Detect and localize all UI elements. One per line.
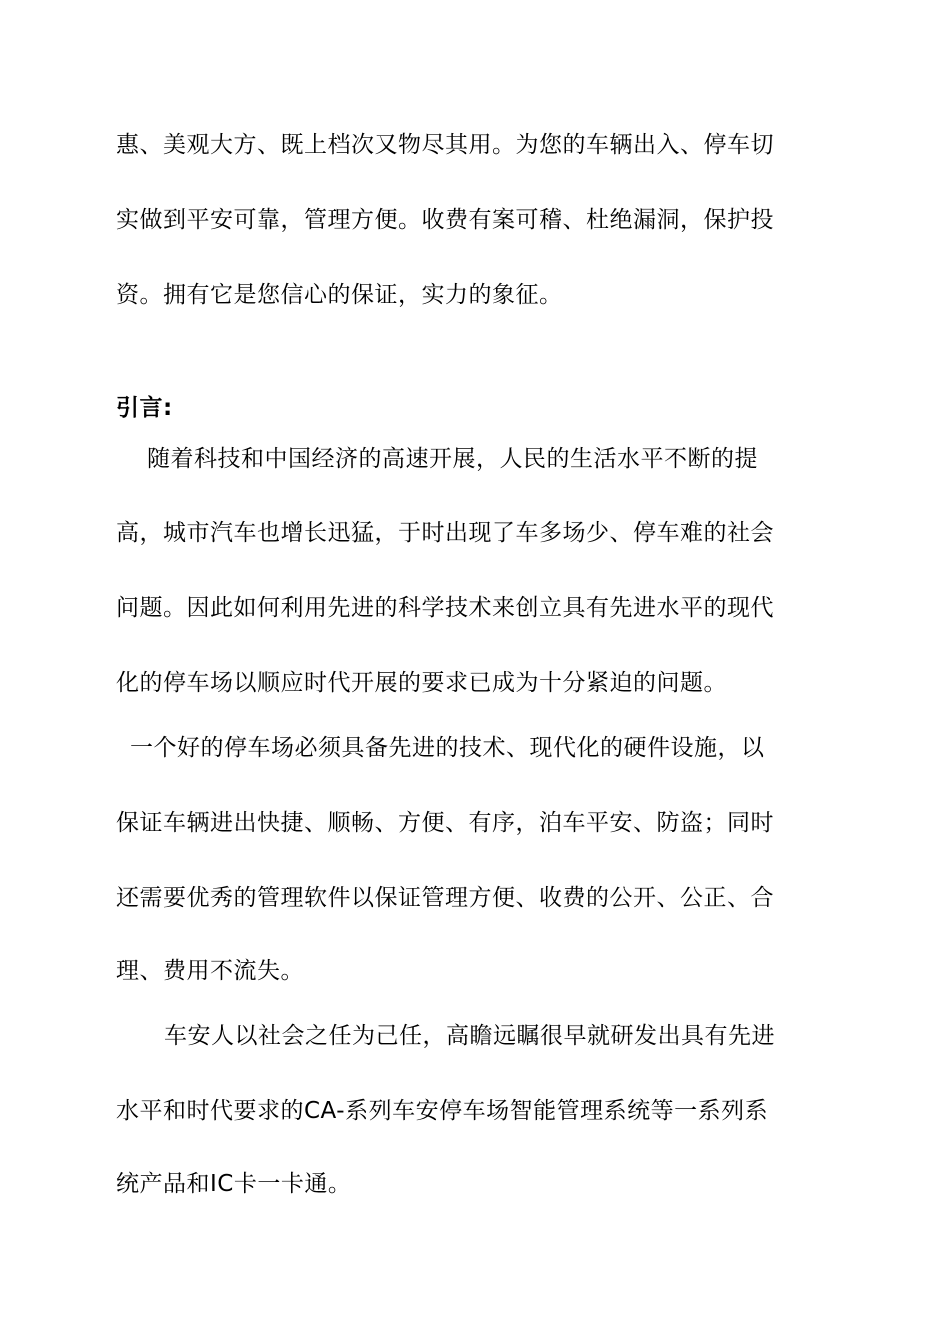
paragraph1-line-3: 问题。因此如何利用先进的科学技术来创立具有先进水平的现代 xyxy=(116,595,774,621)
intro-line-1: 惠、美观大方、既上档次又物尽其用。为您的车辆出入、停车切 xyxy=(116,132,774,158)
paragraph1-line-2: 高，城市汽车也增长迅猛，于时出现了车多场少、停车难的社会 xyxy=(116,520,774,546)
paragraph1-line-4: 化的停车场以顺应时代开展的要求已成为十分紧迫的问题。 xyxy=(116,670,727,696)
paragraph2-line-4: 理、费用不流失。 xyxy=(116,958,304,984)
section-heading: 引言: xyxy=(116,395,173,421)
paragraph1-line-1: 随着科技和中国经济的高速开展，人民的生活水平不断的提 xyxy=(147,446,758,472)
intro-line-2: 实做到平安可靠，管理方便。收费有案可稽、杜绝漏洞，保护投 xyxy=(116,207,774,233)
paragraph3-line-2: 水平和时代要求的CA-系列车安停车场智能管理系统等一系列系 xyxy=(116,1098,769,1124)
paragraph3-line-1: 车安人以社会之任为己任，高瞻远瞩很早就研发出具有先进 xyxy=(164,1023,775,1049)
paragraph2-line-2: 保证车辆进出快捷、顺畅、方便、有序，泊车平安、防盗；同时 xyxy=(116,810,774,836)
paragraph2-line-3: 还需要优秀的管理软件以保证管理方便、收费的公开、公正、合 xyxy=(116,885,774,911)
paragraph3-line-3: 统产品和IC卡一卡通。 xyxy=(116,1171,352,1197)
intro-line-3: 资。拥有它是您信心的保证，实力的象征。 xyxy=(116,282,563,308)
paragraph2-line-1: 一个好的停车场必须具备先进的技术、现代化的硬件设施，以 xyxy=(130,735,765,761)
